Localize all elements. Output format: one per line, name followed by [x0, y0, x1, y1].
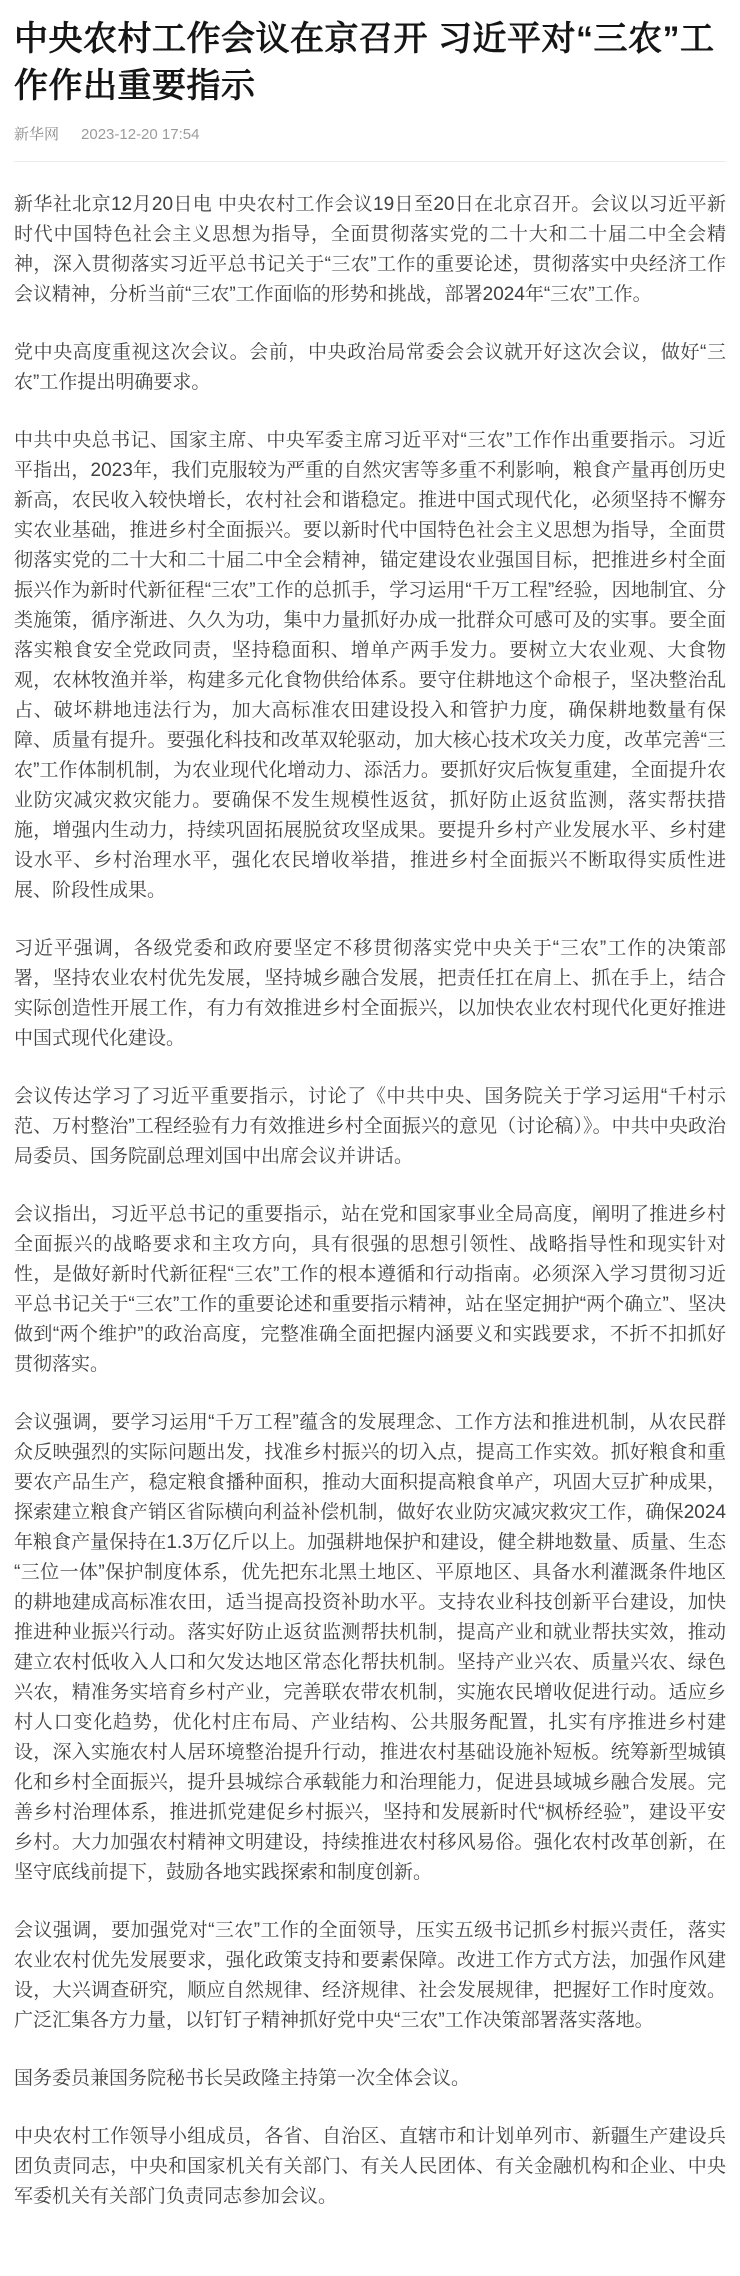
article-paragraph: 中共中央总书记、国家主席、中央军委主席习近平对“三农”工作作出重要指示。习近平指出，2023年，我们克服较为严重的自然灾害等多重不利影响，粮食产量再创历史新高，农民收入较快增长，农村社会和谐稳定。推进中国式现代化，必须坚持不懈夯实农业基础，推进乡村全面振兴。要以新时代中国特色社会主义思想为指导，全面贯彻落实党的二十大和二十届二中全会精神，锚定建设农业强国目标，把推进乡村全面振兴作为新时代新征程“三农”工作的总抓手，学习运用“千万工程”经验，因地制宜、分类施策，循序渐进、久久为功，集中力量抓好办成一批群众可感可及的实事。要全面落实粮食安全党政同责，坚持稳面积、增单产两手发力。要树立大农业观、大食物观，农林牧渔并举，构建多元化食物供给体系。要守住耕地这个命根子，坚决整治乱占、破坏耕地违法行为，加大高标准农田建设投入和管护力度，确保耕地数量有保障、质量有提升。要强化科技和改革双轮驱动，加大核心技术攻关力度，改革完善“三农”工作体制机制，为农业现代化增动力、添活力。要抓好灾后恢复重建，全面提升农业防灾减灾救灾能力。要确保不发生规模性返贫，抓好防止返贫监测，落实帮扶措施，增强内生动力，持续巩固拓展脱贫攻坚成果。要提升乡村产业发展水平、乡村建设水平、乡村治理水平，强化农民增收举措，推进乡村全面振兴不断取得实质性进展、阶段性成果。 [14, 430, 726, 901]
article-paragraph: 习近平强调，各级党委和政府要坚定不移贯彻落实党中央关于“三农”工作的决策部署，坚持农业农村优先发展，坚持城乡融合发展，把责任扛在肩上、抓在手上，结合实际创造性开展工作，有力有效推进乡村全面振兴，以加快农业农村现代化更好推进中国式现代化建设。 [14, 938, 726, 1049]
article-body [14, 190, 726, 2212]
article-paragraph: 国务委员兼国务院秘书长吴政隆主持第一次全体会议。 [14, 2068, 471, 2089]
header-divider [14, 161, 726, 162]
article-paragraph: 会议传达学习了习近平重要指示，讨论了《中共中央、国务院关于学习运用“千村示范、万村整治”工程经验有力有效推进乡村全面振兴的意见（讨论稿）》。中共中央政治局委员、国务院副总理刘国中出席会议并讲话。 [14, 1086, 726, 1167]
article-paragraph: 会议强调，要学习运用“千万工程”蕴含的发展理念、工作方法和推进机制，从农民群众反映强烈的实际问题出发，找准乡村振兴的切入点，提高工作实效。抓好粮食和重要农产品生产，稳定粮食播种面积，推动大面积提高粮食单产，巩固大豆扩种成果，探索建立粮食产销区省际横向利益补偿机制，做好农业防灾减灾救灾工作，确保2024年粮食产量保持在1.3万亿斤以上。加强耕地保护和建设，健全耕地数量、质量、生态“三位一体”保护制度体系，优先把东北黑土地区、平原地区、具备水利灌溉条件地区的耕地建成高标准农田，适当提高投资补助水平。支持农业科技创新平台建设，加快推进种业振兴行动。落实好防止返贫监测帮扶机制，提高产业和就业帮扶实效，推动建立农村低收入人口和欠发达地区常态化帮扶机制。坚持产业兴农、质量兴农、绿色兴农，精准务实培育乡村产业，完善联农带农机制，实施农民增收促进行动。适应乡村人口变化趋势，优化村庄布局、产业结构、公共服务配置，扎实有序推进乡村建设，深入实施农村人居环境整治提升行动，推进农村基础设施补短板。统筹新型城镇化和乡村全面振兴，提升县城综合承载能力和治理能力，促进县域城乡融合发展。完善乡村治理体系，推进抓党建促乡村振兴，坚持和发展新时代“枫桥经验”，建设平安乡村。大力加强农村精神文明建设，持续推进农村移风易俗。强化农村改革创新，在坚守底线前提下，鼓励各地实践探索和制度创新。 [14, 1412, 726, 1883]
article-paragraph: 党中央高度重视这次会议。会前，中央政治局常委会会议就开好这次会议，做好“三农”工作提出明确要求。 [14, 342, 726, 393]
article-paragraph: 新华社北京12月20日电 中央农村工作会议19日至20日在北京召开。会议以习近平新时代中国特色社会主义思想为指导，全面贯彻落实党的二十大和二十届二中全会精神，深入贯彻落实习近平总书记关于“三农”工作的重要论述，贯彻落实中央经济工作会议精神，分析当前“三农”工作面临的形势和挑战，部署2024年“三农”工作。 [14, 194, 726, 305]
article-paragraph: 会议强调，要加强党对“三农”工作的全面领导，压实五级书记抓乡村振兴责任，落实农业农村优先发展要求，强化政策支持和要素保障。改进工作方式方法，加强作风建设，大兴调查研究，顺应自然规律、经济规律、社会发展规律，把握好工作时度效。广泛汇集各方力量，以钉钉子精神抓好党中央“三农”工作决策部署落实落地。 [14, 1920, 726, 2031]
article-source: 新华网 [14, 126, 60, 143]
article-paragraph: 会议指出，习近平总书记的重要指示，站在党和国家事业全局高度，阐明了推进乡村全面振兴的战略要求和主攻方向，具有很强的思想引领性、战略指导性和现实针对性，是做好新时代新征程“三农”工作的根本遵循和行动指南。必须深入学习贯彻习近平总书记关于“三农”工作的重要论述和重要指示精神，站在坚定拥护“两个确立”、坚决做到“两个维护”的政治高度，完整准确全面把握内涵要义和实践要求，不折不扣抓好贯彻落实。 [14, 1204, 726, 1375]
article-meta [14, 125, 726, 145]
article-timestamp: 2023-12-20 17:54 [81, 126, 200, 143]
article-paragraph: 中央农村工作领导小组成员，各省、自治区、直辖市和计划单列市、新疆生产建设兵团负责同志，中央和国家机关有关部门、有关人民团体、有关金融机构和企业、中央军委机关有关部门负责同志参加会议。 [14, 2126, 726, 2207]
article-title: 中央农村工作会议在京召开 习近平对“三农”工作作出重要指示 [14, 20, 715, 105]
